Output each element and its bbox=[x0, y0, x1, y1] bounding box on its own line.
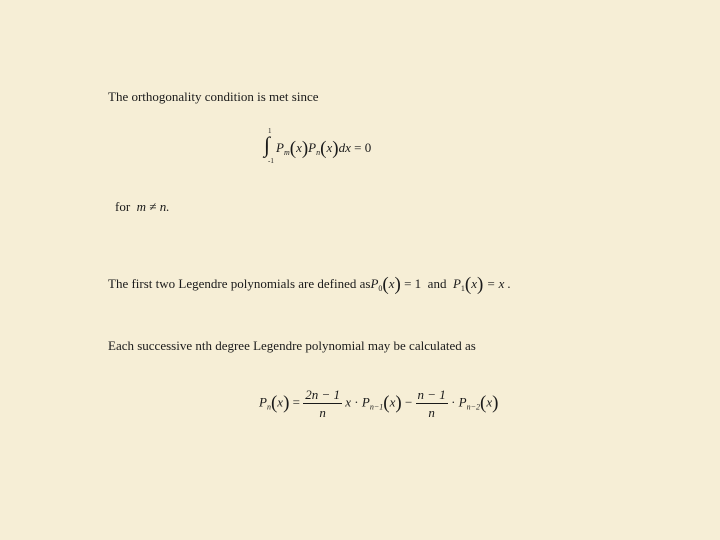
first-polynomials-text: The first two Legendre polynomials are defined asP$_0$(x) = 1 and $P_1(x) = x$ . bbox=[108, 274, 511, 295]
fraction2-numerator: n − 1 bbox=[417, 387, 446, 402]
p1-definition: = x . bbox=[486, 276, 511, 291]
integral-upper-limit: 1 bbox=[268, 127, 272, 135]
integral-lower-limit: -1 bbox=[268, 157, 274, 165]
recurrence-intro-text: Each successive nth degree Legendre polynomial may be calculated as bbox=[108, 338, 476, 353]
integrand: $P_m(x)P_n(x)dx = 0$ bbox=[276, 138, 372, 159]
condition-m: m bbox=[136, 199, 147, 214]
fraction1-numerator: 2n − 1 bbox=[305, 387, 341, 402]
and-word: and bbox=[427, 276, 447, 291]
fraction1-denominator: n bbox=[319, 405, 326, 420]
integral-result: 0 bbox=[364, 140, 372, 155]
fraction-2n-minus-1-over-n bbox=[303, 386, 342, 421]
p0-definition: = 1 bbox=[404, 276, 422, 291]
recurrence-formula: $P_n(x)$ = $\frac{2n - 1}{n}$ $x \cdot P_{n-1}(x)$ − $\frac{n - 1}{n}$ · $P_{n-2}(x)$ bbox=[259, 387, 499, 420]
condition-neq: ≠ bbox=[149, 199, 157, 214]
first-polynomials-label: The first two Legendre polynomials are defined as bbox=[108, 276, 371, 291]
fraction2-denominator: n bbox=[428, 405, 435, 420]
condition-prefix: for bbox=[115, 199, 131, 214]
condition-text bbox=[115, 199, 169, 215]
condition-n: n. bbox=[159, 199, 170, 214]
integral-sign: ∫ bbox=[264, 132, 271, 157]
orthogonality-text: The orthogonality condition is met since bbox=[108, 89, 319, 104]
fraction-n-minus-1-over-n bbox=[416, 386, 448, 421]
